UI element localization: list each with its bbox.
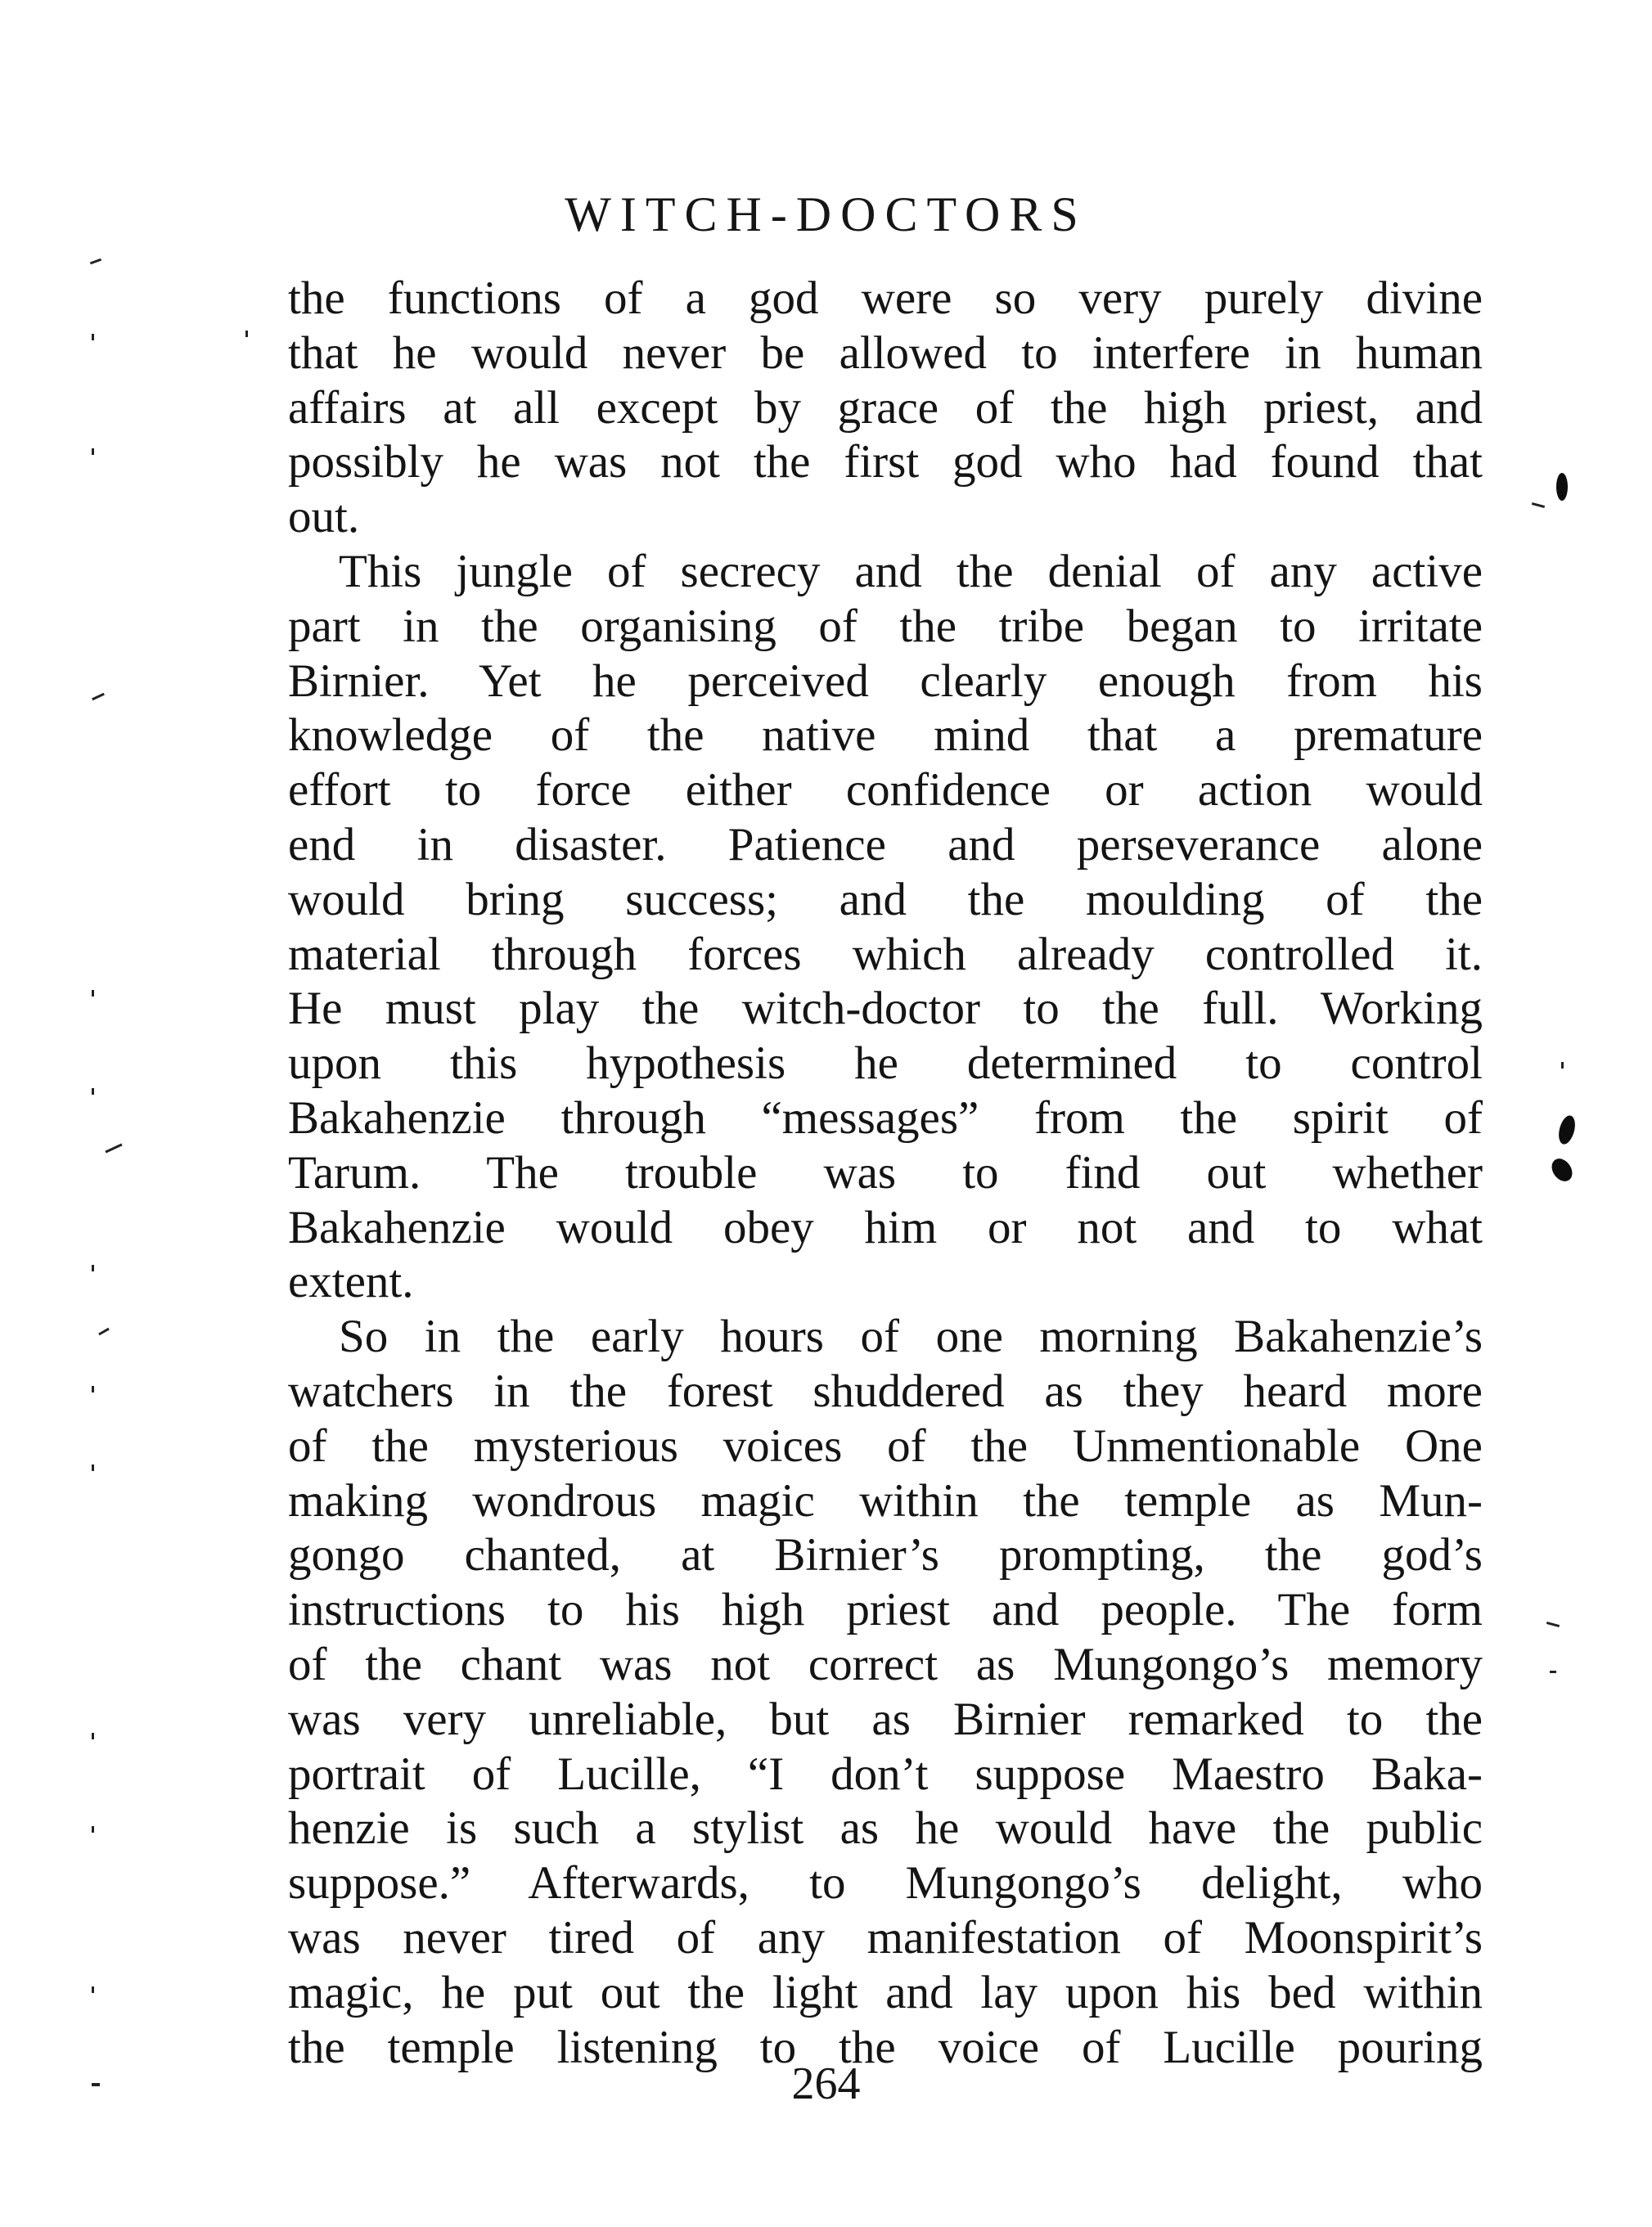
scan-speck-mark (92, 334, 94, 340)
scan-speck-mark (98, 1328, 110, 1336)
text-line: upon this hypothesis he determined to control (288, 1037, 1483, 1090)
text-line: This jungle of secrecy and the denial of any active (339, 545, 1483, 597)
text-line: would bring success; and the moulding of the (288, 873, 1483, 925)
text-line: knowledge of the native mind that a premature (288, 709, 1483, 762)
text-line: possibly he was not the first god who had found that (288, 436, 1483, 488)
scan-speck-mark (245, 331, 248, 337)
scan-speck-mark (92, 1733, 94, 1739)
scan-speck-mark (1546, 1622, 1560, 1627)
text-line: the temple listening to the voice of Lucille pouring (288, 2021, 1483, 2073)
scan-speck-mark (90, 259, 101, 265)
text-line: suppose.” Afterwards, to Mungongo’s delight, who (288, 1857, 1483, 1910)
scan-speck-mark (92, 693, 105, 700)
text-line: henzie is such a stylist as he would have the public (288, 1802, 1483, 1855)
text-line: material through forces which already controlled it. (288, 928, 1483, 980)
text-line: Tarum. The trouble was to find out whether (288, 1146, 1483, 1199)
body-text (288, 272, 1483, 2075)
text-line: instructions to his high priest and people. The form (288, 1584, 1483, 1636)
text-line: portrait of Lucille, “I don’t suppose Maestro Baka- (288, 1748, 1483, 1800)
scan-speck-mark (1550, 1671, 1556, 1673)
text-line: Birnier. Yet he perceived clearly enough from his (288, 655, 1483, 707)
scan-speck-mark (92, 1464, 94, 1471)
text-line: out. (288, 491, 360, 543)
scan-speck-mark (105, 1143, 122, 1153)
text-line: was very unreliable, but as Birnier remarked to the (288, 1693, 1483, 1745)
text-line: extent. (288, 1256, 414, 1308)
scan-speck-mark (92, 2083, 100, 2086)
page-number: 264 (791, 2058, 861, 2109)
text-line: Bakahenzie would obey him or not and to what (288, 1201, 1483, 1253)
running-head: WITCH-DOCTORS (565, 187, 1087, 241)
scan-speck-mark (92, 1986, 94, 1993)
scan-speck-mark (92, 1088, 94, 1095)
text-line: making wondrous magic within the temple as Mun- (288, 1474, 1483, 1527)
text-line: of the chant was not correct as Mungongo’s memory (288, 1638, 1483, 1690)
ink-blot-mark (1547, 1154, 1576, 1185)
scan-speck-mark (1532, 502, 1545, 508)
ink-blot-mark (1556, 473, 1568, 501)
scan-speck-mark (92, 448, 94, 455)
text-line: He must play the witch-doctor to the full. Working (288, 983, 1483, 1035)
scan-speck-mark (1561, 1062, 1564, 1069)
text-line: was never tired of any manifestation of Moonspirit’s (288, 1911, 1483, 1964)
scan-speck-mark (92, 1265, 94, 1271)
text-line: watchers in the forest shuddered as they heard more (288, 1365, 1483, 1417)
text-line: end in disaster. Patience and perseverance alone (288, 818, 1483, 871)
text-line: that he would never be allowed to interfere in human (288, 326, 1483, 379)
ink-blot-mark (1556, 1114, 1578, 1145)
scan-speck-mark (92, 1826, 94, 1833)
text-line: of the mysterious voices of the Unmentionable One (288, 1419, 1483, 1472)
scan-speck-mark (92, 990, 94, 997)
scan-speck-mark (92, 1386, 94, 1392)
text-line: So in the early hours of one morning Bakahenzie’s (339, 1311, 1483, 1363)
text-line: effort to force either confidence or action would (288, 764, 1483, 817)
text-line: affairs at all except by grace of the high priest, and (288, 381, 1483, 434)
text-line: part in the organising of the tribe began to irritate (288, 600, 1483, 652)
text-line: gongo chanted, at Birnier’s prompting, the god’s (288, 1529, 1483, 1581)
text-line: magic, he put out the light and lay upon his bed within (288, 1966, 1483, 2018)
text-line: the functions of a god were so very purely divine (288, 272, 1483, 324)
text-line: Bakahenzie through “messages” from the spirit of (288, 1091, 1483, 1144)
